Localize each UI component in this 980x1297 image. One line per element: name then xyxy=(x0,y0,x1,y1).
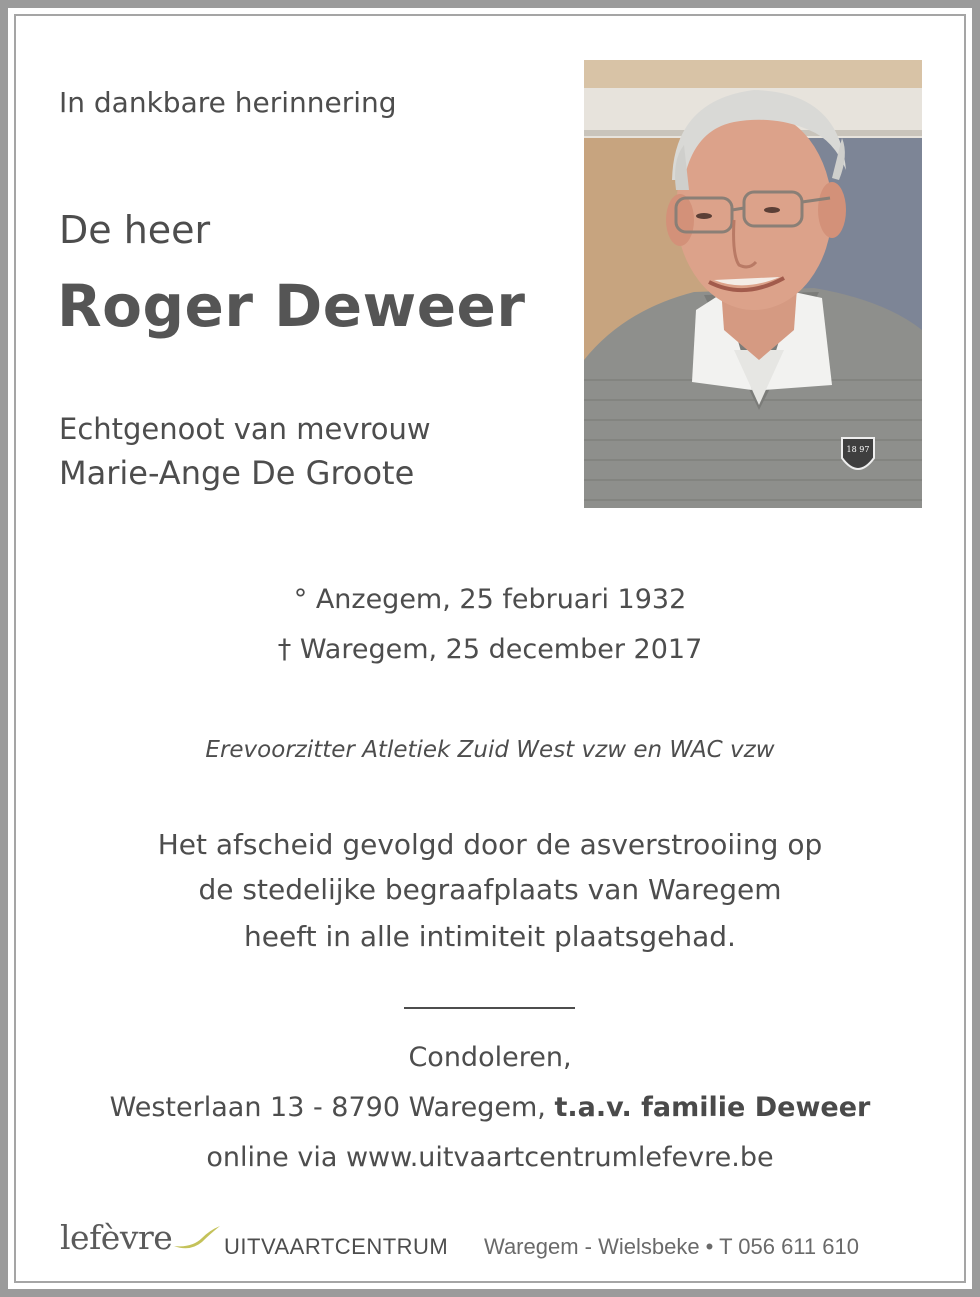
address-recipient: t.a.v. familie Deweer xyxy=(554,1092,871,1123)
logo-wordmark: lefèvre xyxy=(60,1218,173,1257)
footer xyxy=(60,1218,930,1258)
message-line-2: de stedelijke begraafplaats van Waregem xyxy=(198,873,782,906)
divider-line xyxy=(404,1007,575,1009)
message-line-3: heeft in alle intimiteit plaatsgehad. xyxy=(244,920,736,953)
footer-contact: Waregem - Wielsbeke • T 056 611 610 xyxy=(484,1234,859,1259)
badge-text: 18 97 xyxy=(846,445,870,454)
honorary-role: Erevoorzitter Atletiek Zuid West vzw en WAC vzw xyxy=(205,737,775,763)
logo-subtitle: UITVAARTCENTRUM xyxy=(224,1234,449,1259)
message-line-1: Het afscheid gevolgd door de asverstrooiing op xyxy=(157,828,823,861)
death-date: † Waregem, 25 december 2017 xyxy=(277,634,703,665)
spouse-name: Marie-Ange De Groote xyxy=(59,454,415,492)
condolences-address xyxy=(0,1092,980,1123)
spouse-label: Echtgenoot van mevrouw xyxy=(59,412,431,446)
intro-text: In dankbare herinnering xyxy=(59,86,397,119)
portrait-photo xyxy=(584,60,922,508)
birth-date: ° Anzegem, 25 februari 1932 xyxy=(293,584,687,615)
deceased-name: Roger Deweer xyxy=(57,272,526,340)
condolences-online: online via www.uitvaartcentrumlefevre.be xyxy=(206,1142,774,1173)
honorific-title: De heer xyxy=(59,208,211,252)
address-text: Westerlaan 13 - 8790 Waregem, xyxy=(109,1092,546,1123)
condolences-label: Condoleren, xyxy=(408,1042,572,1073)
logo-swoosh-icon xyxy=(172,1222,222,1250)
